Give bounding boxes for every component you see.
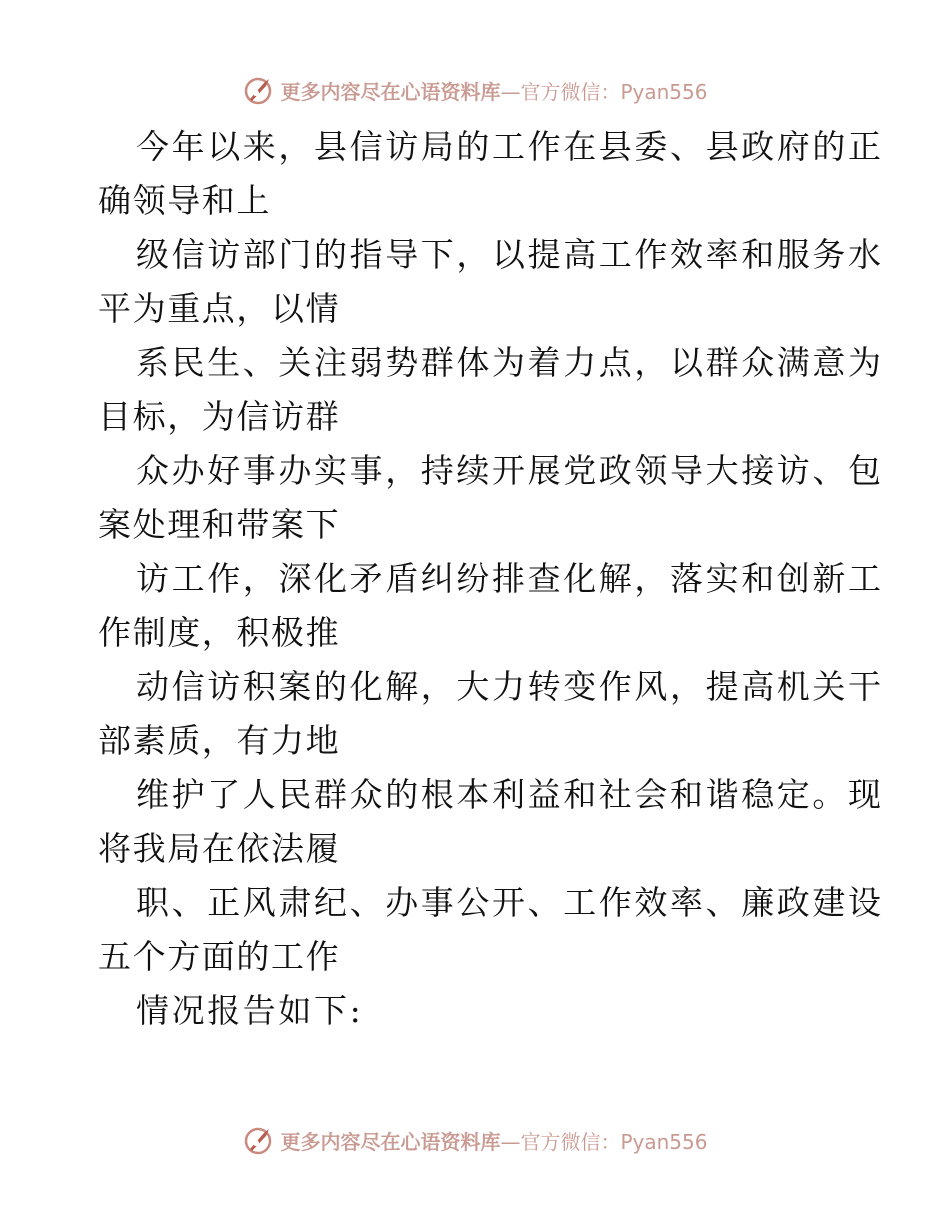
text-line: 部素质，有力地 <box>98 721 341 760</box>
watermark-sub-text: —官方微信：Pyan556 <box>500 1129 708 1154</box>
pen-logo-icon <box>242 73 276 107</box>
text-line: 作制度，积极推 <box>98 613 341 652</box>
text-line: 访工作，深化矛盾纠纷排查化解，落实和创新工 <box>136 559 884 598</box>
text-line: 目标，为信访群 <box>98 397 341 436</box>
text-line: 将我局在依法履 <box>98 829 341 868</box>
watermark-main-text: 更多内容尽在心语资料库 <box>280 79 501 104</box>
text-line: 职、正风肃纪、办事公开、工作效率、廉政建设 <box>136 883 884 922</box>
text-line: 动信访积案的化解，大力转变作风，提高机关干 <box>136 667 884 706</box>
text-line: 平为重点，以情 <box>98 289 341 328</box>
pen-logo-icon <box>242 1123 276 1157</box>
text-line: 今年以来，县信访局的工作在县委、县政府的正 <box>136 127 884 166</box>
watermark-main-text: 更多内容尽在心语资料库 <box>280 1129 501 1154</box>
text-line: 确领导和上 <box>98 181 271 220</box>
header-watermark <box>0 70 950 110</box>
text-line: 级信访部门的指导下，以提高工作效率和服务水 <box>136 235 884 274</box>
text-line: 情况报告如下: <box>136 991 364 1030</box>
document-body <box>98 120 884 1038</box>
text-line: 维护了人民群众的根本利益和社会和谐稳定。现 <box>136 775 884 814</box>
text-line: 系民生、关注弱势群体为着力点，以群众满意为 <box>136 343 884 382</box>
footer-watermark <box>0 1120 950 1160</box>
watermark-sub-text: —官方微信：Pyan556 <box>500 79 708 104</box>
text-line: 众办好事办实事，持续开展党政领导大接访、包 <box>136 451 884 490</box>
text-line: 案处理和带案下 <box>98 505 341 544</box>
text-line: 五个方面的工作 <box>98 937 341 976</box>
